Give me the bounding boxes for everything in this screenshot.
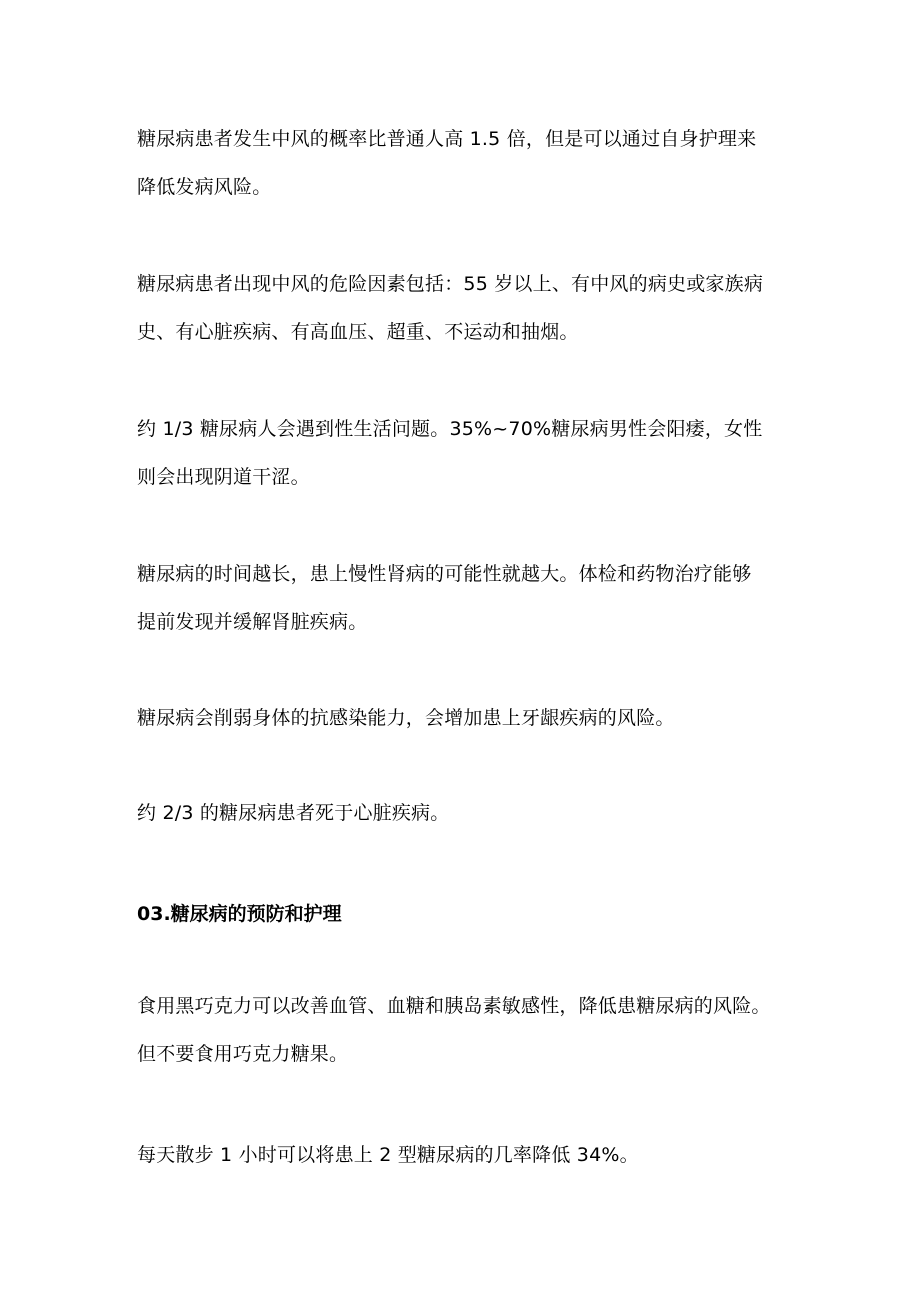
- paragraph-gum-disease: [137, 694, 817, 742]
- paragraph-heart-disease: [137, 789, 817, 837]
- paragraph-line: 史、有心脏疾病、有高血压、超重、不运动和抽烟。: [137, 321, 579, 343]
- paragraph-dark-chocolate: [137, 982, 817, 1078]
- paragraph-line: 糖尿病患者出现中风的危险因素包括：55 岁以上、有中风的病史或家族病: [137, 273, 764, 295]
- paragraph-sexual-health: [137, 405, 817, 501]
- paragraph-line: 约 1/3 糖尿病人会遇到性生活问题。35%~70%糖尿病男性会阳痿，女性: [137, 418, 763, 440]
- paragraph-line: 糖尿病患者发生中风的概率比普通人高 1.5 倍，但是可以通过自身护理来: [137, 128, 757, 150]
- paragraph-line: 每天散步 1 小时可以将患上 2 型糖尿病的几率降低 34%。: [137, 1144, 639, 1166]
- paragraph-line: 食用黑巧克力可以改善血管、血糖和胰岛素敏感性，降低患糖尿病的风险。: [137, 995, 771, 1017]
- paragraph-stroke-risk: [137, 115, 817, 211]
- paragraph-stroke-factors: [137, 260, 817, 356]
- paragraph-line: 降低发病风险。: [137, 176, 272, 198]
- section-heading: 03.糖尿病的预防和护理: [137, 903, 342, 925]
- paragraph-walking: [137, 1131, 817, 1179]
- paragraph-line: 糖尿病会削弱身体的抗感染能力，会增加患上牙龈疾病的风险。: [137, 707, 675, 729]
- paragraph-line: 糖尿病的时间越长，患上慢性肾病的可能性就越大。体检和药物治疗能够: [137, 563, 752, 585]
- paragraph-line: 则会出现阴道干涩。: [137, 466, 310, 488]
- paragraph-line: 约 2/3 的糖尿病患者死于心脏疾病。: [137, 802, 450, 824]
- paragraph-kidney-disease: [137, 550, 817, 646]
- paragraph-line: 提前发现并缓解肾脏疾病。: [137, 611, 368, 633]
- paragraph-line: 但不要食用巧克力糖果。: [137, 1043, 349, 1065]
